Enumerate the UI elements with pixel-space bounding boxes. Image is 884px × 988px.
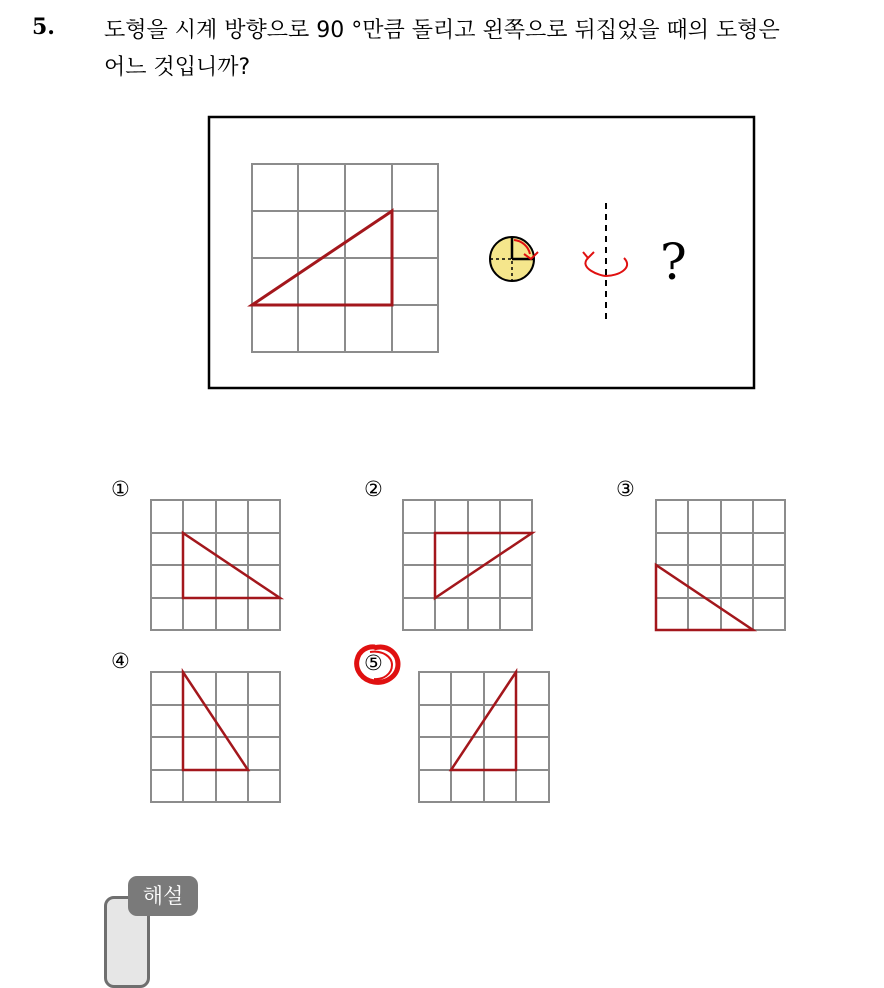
choice-4-grid[interactable]	[151, 672, 280, 802]
rotate-clockwise-icon	[490, 237, 538, 281]
flip-horizontal-icon	[583, 203, 627, 324]
explanation-button-label[interactable]: 해설	[128, 876, 198, 916]
choice-5-label[interactable]: ⑤	[364, 651, 383, 675]
choice-3-grid[interactable]	[656, 500, 785, 630]
choice-3-label[interactable]: ③	[616, 477, 635, 501]
choice-2-grid[interactable]	[403, 500, 532, 630]
question-number: 5.	[32, 14, 55, 40]
question-line-2: 어느 것입니까?	[104, 55, 251, 80]
choice-2-label[interactable]: ②	[364, 477, 383, 501]
choice-4-label[interactable]: ④	[111, 649, 130, 673]
choice-5-grid[interactable]	[419, 672, 549, 802]
choice-1-grid[interactable]	[151, 500, 280, 630]
explanation-button[interactable]	[104, 876, 196, 988]
choice-1-label[interactable]: ①	[111, 477, 130, 501]
question-mark: ?	[660, 233, 687, 291]
question-line-1: 도형을 시계 방향으로 90 °만큼 돌리고 왼쪽으로 뒤집었을 때의 도형은	[104, 18, 780, 43]
problem-grid	[252, 164, 438, 352]
